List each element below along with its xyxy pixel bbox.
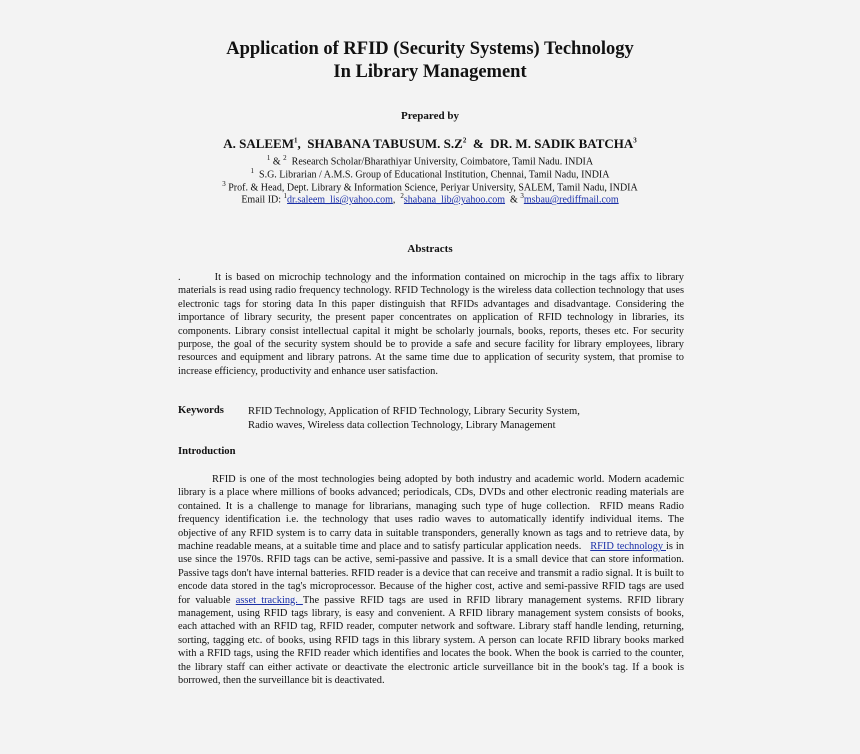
keywords-line-2: Radio waves, Wireless data collection Technology, Library Management <box>248 420 556 431</box>
prepared-by-label: Prepared by <box>401 110 459 122</box>
affiliation-sup: 1 <box>266 154 271 162</box>
email-link-1[interactable]: dr.saleem_lis@yahoo.com <box>287 194 393 206</box>
author-2: SHABANA TABUSUM. S.Z <box>307 136 463 151</box>
introduction-text: RFID is one of the most technologies being adopted by both industry and academic world. Modern academic library is a place where millions of books advanced; periodicals, CDs, DVDs and other electronic reading materials are contained. It is a challenge to manage for librarians, managing such type of huge collection. RFID means Radio frequency identification i.e. the technology that uses radio waves to automatically identify individual items. The objective of any RFID system is to carry data in suitable transponders, generally known as tags and to retrieve data, by machine readable means, at a suitable time and place and to satisfy particular application needs. <box>178 474 687 553</box>
keywords-label: Keywords <box>178 405 224 416</box>
abstract-text: It is based on microchip technology and the information contained on microchip in the tags affix to library materials is read using radio frequency technology. RFID Technology is the wireless data collection technology that uses electronic tags for storing data In this paper distinguish that RFIDs advantages and disadvantage. Considering the importance of library security, the present paper concentrates on application of RFID technology in libraries, its components. Library consist intellectual capital it might be scholarly journals, books, reports, theses etc. For security purpose, the goal of the security system should be to provide a safe and secure facility for library employees, library resources and equipment and library patrons. At the same time due to application of security system, that promise to increase efficiency, productivity and enhance user satisfaction. <box>178 272 684 377</box>
affiliation-sup: 3 <box>222 180 226 188</box>
title-line-2: In Library Management <box>333 62 527 82</box>
author-separator: , <box>297 136 308 151</box>
email-separator: , <box>392 194 401 206</box>
abstract-paragraph <box>178 271 684 378</box>
email-sup: 1 <box>283 192 288 200</box>
affiliation-text: Prof. & Head, Dept. Library & Information Science, Periyar University, SALEM, Tamil Nadu, INDIA <box>225 182 638 194</box>
affiliation-sup: 2 <box>283 154 287 162</box>
introduction-text: is in use since the 1970s. RFID tags can be active, semi-passive and passive. It is a small device that can store information. Passive tags don't have internal batteries. RFID reader is a device that can receive and transmit a radio signal. It is built to encode data stored in the tag's microprocessor. Because of the higher cost, active and semi-passive RFID tags are used for valuable <box>178 541 684 606</box>
email-link-3[interactable]: msbau@rediffmail.com <box>523 194 619 206</box>
affiliation-text: Research Scholar/Bharathiyar University, Coimbatore, Tamil Nadu. INDIA <box>286 156 594 168</box>
paper-title <box>0 38 860 84</box>
abstract-lead-dot: . <box>178 272 181 283</box>
author-3: DR. M. SADIK BATCHA <box>490 136 634 151</box>
author-2-sup: 2 <box>462 136 467 145</box>
keywords-line-1: RFID Technology, Application of RFID Technology, Library Security System, <box>248 406 580 417</box>
affiliation-amp: & <box>270 156 284 168</box>
abstracts-heading: Abstracts <box>407 243 453 255</box>
asset-tracking-link[interactable]: asset tracking. <box>235 594 303 606</box>
email-label: Email ID: <box>241 194 284 206</box>
author-3-sup: 3 <box>633 136 637 145</box>
author-1-sup: 1 <box>294 136 298 145</box>
introduction-paragraph <box>178 473 687 688</box>
email-sup: 3 <box>520 192 524 200</box>
email-sup: 2 <box>400 192 404 200</box>
author-list <box>0 136 860 152</box>
affiliation-text: S.G. Librarian / A.M.S. Group of Educational Institution, Chennai, Tamil Nadu, INDIA <box>254 169 610 181</box>
author-1: A. SALEEM <box>223 136 294 151</box>
introduction-heading: Introduction <box>178 446 236 457</box>
title-line-1: Application of RFID (Security Systems) Technology <box>226 39 634 59</box>
email-line <box>0 190 860 206</box>
email-separator: & <box>505 194 521 206</box>
rfid-technology-link[interactable]: RFID technology <box>590 541 666 553</box>
keywords-list <box>248 405 688 433</box>
affiliation-sup: 1 <box>250 167 255 175</box>
author-separator: & <box>466 136 491 151</box>
email-link-2[interactable]: shabana_lib@yahoo.com <box>403 194 506 206</box>
introduction-text: The passive RFID tags are used in RFID library management systems. RFID library management, using RFID tags library, is easy and convenient. A RFID library management system consists of books, each attached with an RFID tag, RFID reader, computer network and software. Library staff handle lending, returning, sorting, tagging etc. of books, using RFID tags in this library system. A person can locate RFID library books marked with a RFID tags, using the RFID reader which identifies and locates the book. When the book is carried to the counter, the library staff can either activate or deactivate the electronic article surveillance bit in the book's tag. If a book is borrowed, then the surveillance bit is deactivated. <box>178 594 684 687</box>
